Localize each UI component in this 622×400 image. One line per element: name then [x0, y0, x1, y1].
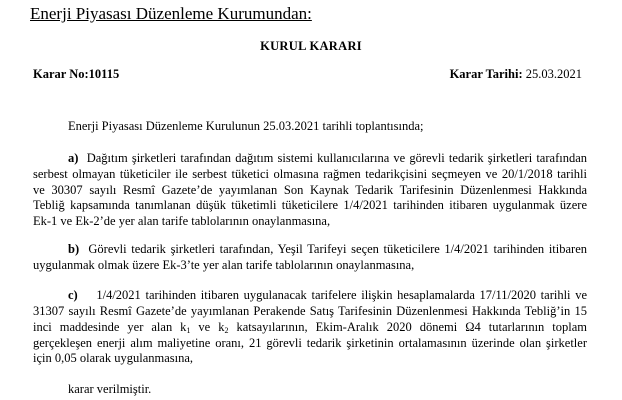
decision-number-label: Karar No: — [33, 67, 89, 81]
decision-date-value: 25.03.2021 — [525, 67, 582, 81]
paragraph-b-label: b) — [68, 242, 80, 256]
paragraph-b-line-1: b) Görevli tedarik şirketleri tarafından, Yeşil Tarifeyi seçen tüketicilere 1/4/2021 tarihinden itibaren — [68, 242, 587, 256]
paragraph-a-label: a) — [68, 151, 79, 165]
paragraph-c-line-2: 31307 sayılı Resmî Gazete’de yayımlanan Perakende Satış Tarifesinin Düzenlenmesi Hakkında Tebliğ’in 15 — [33, 304, 587, 318]
closing-text: karar verilmiştir. — [68, 382, 152, 396]
k2-subscript: 2 — [224, 326, 229, 335]
document-title: KURUL KARARI — [260, 39, 362, 53]
paragraph-a-line-4: Tebliğ kapsamında tanımlanan düşük tüketimli tüketicilere 1/4/2021 tarihinden itibaren uygulanmak üzere — [33, 198, 587, 212]
decision-number — [33, 67, 119, 82]
paragraph-a-line-1: a) Dağıtım şirketleri tarafından dağıtım sistemi kullanıcılarına ve görevli tedarik şirketleri tarafından — [68, 151, 588, 165]
paragraph-a-line-3: ve 30307 sayılı Resmî Gazete’de yayımlanan Son Kaynak Tedarik Tarifesinin Düzenlenmesi Hakkında — [33, 183, 587, 197]
decision-date — [450, 67, 582, 82]
paragraph-c-line-3: inci maddesinde yer alan $k_1$ ve $k_2$ katsayılarının, Ekim-Aralık 2020 dönemi Ω4 tutarlarının toplam — [33, 320, 588, 335]
intro-text: Enerji Piyasası Düzenleme Kurulunun 25.03.2021 tarihli toplantısında; — [68, 119, 424, 133]
paragraph-a-line-5: Ek-1 ve Ek-2’de yer alan tarife tablolarının onaylanmasına, — [33, 214, 331, 228]
decision-meta — [33, 67, 582, 85]
decision-date-label: Karar Tarihi: — [449, 67, 523, 81]
paragraph-a-line-2: serbest olmayan tüketiciler ile serbest tüketici olmasına rağmen tedarikçisini seçmeyen ve 20/1/2018 tarihli — [33, 167, 587, 181]
paragraph-b-line-2: uygulanmak olmak üzere Ek-3’te yer alan tarife tablolarının onaylanmasına, — [33, 258, 415, 272]
paragraph-c-line-4: gerçekleşen enerji alım maliyetine oranı, 21 görevli tedarik şirketinin ortalamasının üzerinde olan şirketler — [33, 336, 587, 350]
paragraph-c-label: c) — [68, 288, 78, 302]
decision-number-value: 10115 — [88, 67, 120, 81]
paragraph-c-line-1: c) 1/4/2021 tarihinden itibaren uygulanacak tarifelere ilişkin hesaplamalarda 17/11/2020 tarihli ve — [68, 288, 587, 302]
institution-header: Enerji Piyasası Düzenleme Kurumundan: — [30, 4, 312, 23]
k1-subscript: 1 — [186, 326, 191, 335]
paragraph-c-line-5: için 0,05 olarak uygulanmasına, — [33, 351, 194, 365]
